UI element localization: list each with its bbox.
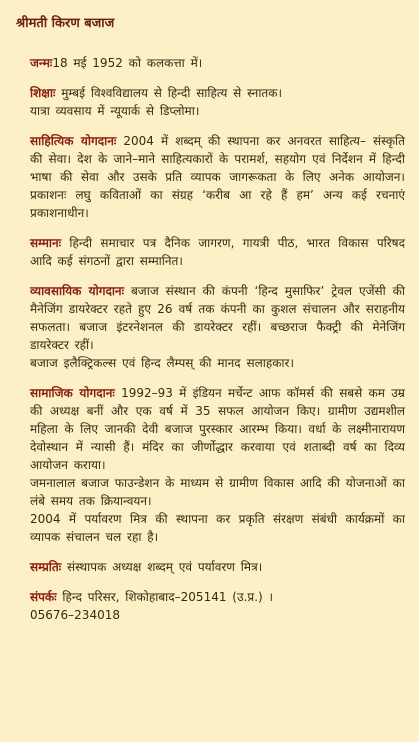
section-literary-line: 2004 में शब्दम् की स्थापना कर अनवरत साहित्य– संस्कृति की सेवा। देश के जाने–माने साहित्यकारों के परामर्श, सहयोग एवं निर्देशन में हिन्दी भाषा की सेवा और उसके प्रति व्यापक जागरूकता के लिए अनेक आयोजन। प्रकाशनः लघु कविताओं का संग्रह ‘करीब आ रहे हैं हम’ अन्य कई रचनाएं प्रकाशनाधीन।: [30, 134, 405, 220]
section-birth-text: [30, 54, 405, 72]
section-education-line-2: यात्रा व्यवसाय में न्यूयार्क से डिप्लोमा।: [30, 104, 200, 118]
section-literary: [16, 132, 405, 222]
section-birth: [16, 54, 405, 72]
section-birth-label: जन्मः: [30, 56, 53, 70]
section-social-text: [30, 384, 405, 474]
section-education-label: शिक्षाः: [30, 86, 56, 100]
section-current-text: [30, 558, 405, 576]
section-professional-line-2: बजाज इलैक्ट्रिकल्स एवं हिन्द लैम्पस् की मानद सलाहकार।: [30, 356, 294, 370]
section-social-line-2: जमनालाल बजाज फाउन्डेशन के माध्यम से ग्रामीण विकास आदि की योजनाओं का लंबे समय तक क्रियान्वयन।: [30, 476, 405, 508]
section-professional-text: [30, 282, 405, 354]
section-education: [16, 84, 405, 120]
section-professional-line: बजाज संस्थान की कंपनी ‘हिन्द मुसाफिर’ ट्रेवल एजेंसी की मैनेजिंग डायरेक्टर रहते हुए 26 वर्ष तक कंपनी का कुशल संचालन और सराहनीय सफलता। बजाज इंटरनेशनल की डायरेक्टर रहीं। बच्छराज फैक्ट्री की मेनेजिंग डायरेक्टर रहीं।: [30, 284, 405, 352]
section-birth-line: 18 मई 1952 को कलकत्ता में।: [52, 56, 203, 70]
section-honors-label: सम्मानः: [30, 236, 62, 250]
section-current-line: संस्थापक अध्यक्ष शब्दम् एवं पर्यावरण मित्र।: [66, 560, 263, 574]
section-current-label: सम्प्रतिः: [30, 560, 62, 574]
section-professional-label: व्यावसायिक योगदानः: [30, 284, 125, 298]
section-education-line: मुम्बई विश्वविद्यालय से हिन्दी साहित्य से स्नातक।: [61, 86, 283, 100]
section-honors: [16, 234, 405, 270]
section-social-line: 1992–93 में इंडियन मर्चेन्ट आफ कॉमर्स की सबसे कम उम्र की अध्यक्ष बनीं और एक वर्ष में 35 सफल आयोजन किए। ग्रामीण उद्यमशील महिला के लिए जानकी देवी बजाज पुरस्कार आरम्भ किया। वर्धा के लक्ष्मीनारायण देवोस्थान में न्यासी हैं। मंदिर का जीर्णोद्धार करवाया एवं शताब्दी वर्ष का दिव्य आयोजन कराया।: [30, 386, 405, 472]
section-literary-label: साहित्यिक योगदानः: [30, 134, 117, 148]
section-contact-address: हिन्द परिसर, शिकोहाबाद–205141 (उ.प्र.) ।: [62, 590, 274, 604]
section-contact-phone: 05676–234018: [30, 608, 120, 622]
section-current: [16, 558, 405, 576]
section-contact-text: [30, 588, 405, 606]
section-professional: [16, 282, 405, 372]
section-social-line-3: 2004 में पर्यावरण मित्र की स्थापना कर प्रकृति संरक्षण संबंधी कार्यक्रमों का व्यापक संचालन चल रहा है।: [30, 512, 405, 544]
section-social: [16, 384, 405, 546]
section-social-label: सामाजिक योगदानः: [30, 386, 115, 400]
section-literary-text: [30, 132, 405, 222]
section-honors-text: [30, 234, 405, 270]
section-contact: [16, 588, 405, 624]
person-name: श्रीमती किरण बजाज: [16, 16, 115, 31]
section-honors-line: हिन्दी समाचार पत्र दैनिक जागरण, गायत्री पीठ, भारत विकास परिषद आदि कई संगठनों द्वारा सम्मानित।: [30, 236, 405, 268]
section-education-text: [30, 84, 405, 102]
section-contact-label: संपर्कः: [30, 590, 57, 604]
